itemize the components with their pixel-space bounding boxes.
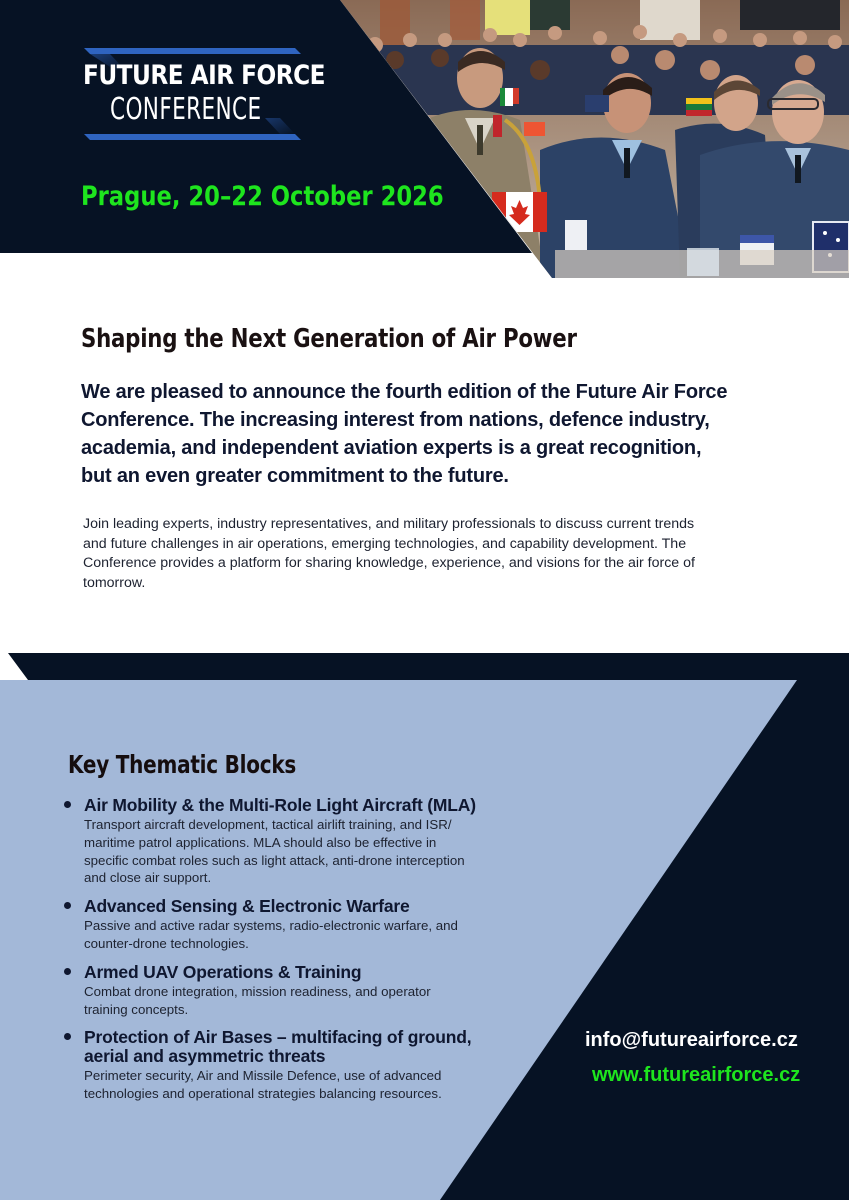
topic-desc-line: technologies and operational strategies balancing resources. (84, 1086, 442, 1102)
topic-title-line: Air Mobility & the Multi-Role Light Aircraft (MLA) (84, 795, 476, 815)
topic-title-line: Protection of Air Bases – multifacing of ground, (84, 1027, 472, 1048)
intro-line: tomorrow. (83, 574, 146, 591)
lead-line: but an even greater commitment to the future. (81, 465, 509, 487)
topic-title (84, 1028, 522, 1066)
bullet-icon (64, 968, 71, 975)
intro-line: Conference provides a platform for sharing knowledge, experience, and visions for the air force of (83, 555, 695, 571)
topic-desc-line: counter-drone technologies. (84, 935, 249, 951)
intro-paragraph (83, 515, 773, 593)
topic-desc-line: Combat drone integration, mission readiness, and operator (84, 983, 431, 999)
thematic-blocks-title: Key Thematic Blocks (68, 750, 297, 779)
topic-desc-line: specific combat roles such as light attack, anti-drone interception (84, 852, 465, 868)
topic-desc-line: maritime patrol applications. MLA should also be effective in (84, 834, 437, 850)
topic-description (84, 816, 522, 887)
contact-email-link[interactable]: info@futureairforce.cz (585, 1029, 798, 1051)
topic-title-line: aerial and asymmetric threats (84, 1046, 326, 1067)
topic-title-line: Advanced Sensing & Electronic Warfare (84, 896, 410, 917)
list-item (62, 963, 522, 1019)
bullet-icon (64, 1033, 71, 1040)
lead-line: Conference. The increasing interest from nations, defence industry, (81, 409, 710, 431)
bullet-icon (64, 801, 71, 808)
logo-title: FUTURE AIR FORCE (83, 60, 325, 91)
topic-title (84, 796, 522, 815)
topic-desc-line: and close air support. (84, 870, 212, 886)
topic-title-line: Armed UAV Operations & Training (84, 961, 362, 982)
lead-line: academia, and independent aviation experts is a great recognition, (81, 437, 702, 459)
website-link[interactable]: www.futureairforce.cz (592, 1064, 801, 1086)
topic-desc-line: Passive and active radar systems, radio-electronic warfare, and (84, 918, 458, 934)
topic-description (84, 917, 522, 953)
bullet-icon (64, 902, 71, 909)
intro-line: Join leading experts, industry representatives, and military professionals to discuss current trends (83, 516, 695, 532)
event-date: Prague, 20–22 October 2026 (81, 181, 444, 212)
logo-subtitle: CONFERENCE (110, 92, 262, 127)
intro-line: and future challenges in air operations, emerging technologies, and capability development. The (83, 535, 687, 552)
hero-panel (0, 0, 849, 280)
topic-description (84, 1067, 522, 1103)
list-item (62, 796, 522, 887)
list-item (62, 1028, 522, 1103)
topic-desc-line: Perimeter security, Air and Missile Defence, use of advanced (84, 1068, 442, 1084)
lead-line: We are pleased to announce the fourth edition of the Future Air Force (81, 381, 728, 403)
topic-title (84, 963, 522, 982)
topic-description (84, 983, 522, 1019)
topic-desc-line: Transport aircraft development, tactical airlift training, and ISR/ (84, 817, 452, 832)
topic-desc-line: training concepts. (84, 1001, 189, 1017)
section-title: Shaping the Next Generation of Air Power (81, 324, 577, 354)
list-item (62, 897, 522, 953)
topic-title (84, 897, 522, 916)
lead-paragraph (81, 378, 781, 490)
thematic-blocks-list (62, 796, 522, 1113)
